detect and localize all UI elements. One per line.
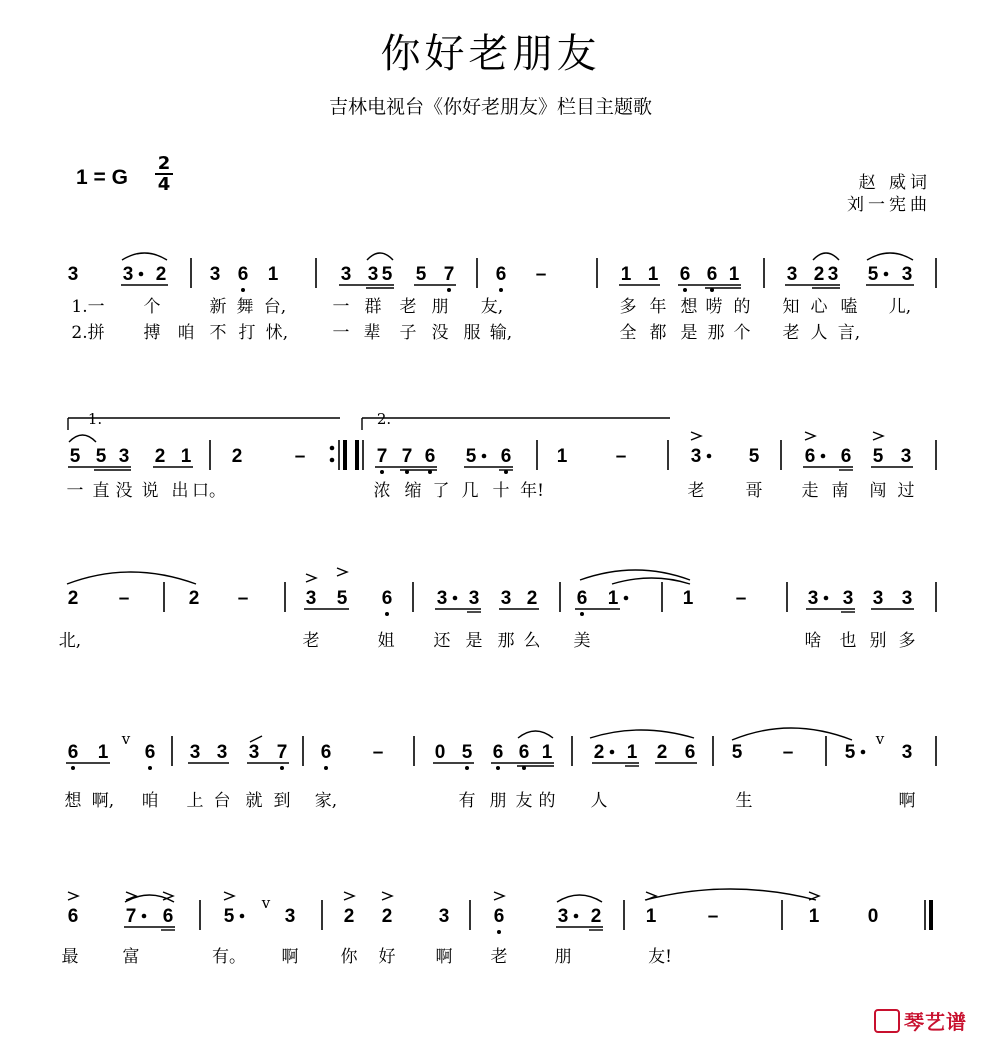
lyric: 啥 <box>804 631 822 651</box>
note: 7 <box>125 906 137 927</box>
lyric-verse-2: 咱 <box>177 323 195 343</box>
note: 6 <box>684 742 696 763</box>
note: 3 <box>122 264 134 285</box>
note: 6 <box>424 446 436 467</box>
lyric: 哥 <box>745 481 763 501</box>
note: 3 <box>842 588 854 609</box>
augmentation-dot <box>453 596 458 601</box>
low-octave-dot <box>148 766 152 770</box>
slur <box>69 435 96 442</box>
tie <box>732 728 852 740</box>
lyric-verse-2: 搏 <box>143 323 161 343</box>
lyric: 过 <box>897 481 915 501</box>
note: – <box>118 588 130 609</box>
lyric-verse-2: 辈 <box>363 323 381 343</box>
lyric: 南 <box>831 481 849 501</box>
note: 3 <box>284 906 296 927</box>
note: 5 <box>381 264 393 285</box>
low-octave-dot <box>71 766 75 770</box>
note: 6 <box>518 742 530 763</box>
note: 6 <box>237 264 249 285</box>
note: 1 <box>682 588 694 609</box>
slur <box>367 253 393 260</box>
repeat-dot <box>330 446 335 451</box>
low-octave-dot <box>499 288 503 292</box>
lyric: 走 <box>801 481 819 501</box>
note: 6 <box>67 906 79 927</box>
lyric: 了 <box>432 481 450 501</box>
note: 6 <box>840 446 852 467</box>
augmentation-dot <box>482 454 487 459</box>
lyric: 说 <box>141 481 159 501</box>
lyric: 直 <box>92 481 110 501</box>
volta-1-label: 1. <box>87 410 103 428</box>
note: 5 <box>867 264 879 285</box>
low-octave-dot <box>447 288 451 292</box>
note: 7 <box>443 264 455 285</box>
low-octave-dot <box>385 612 389 616</box>
lyric-verse-1: 知 <box>782 297 800 317</box>
note: 6 <box>679 264 691 285</box>
lyric-verse-2: 一 <box>332 323 350 343</box>
key-signature: 1 = G <box>76 166 128 189</box>
lyric-verse-1: 舞 <box>236 297 254 317</box>
lyric: 富 <box>122 947 140 967</box>
lyric: 年! <box>520 481 544 501</box>
note: 3 <box>500 588 512 609</box>
lyric: 啊 <box>898 791 916 811</box>
lyric: 是 <box>465 631 483 651</box>
slur <box>122 253 167 260</box>
note: 2 <box>67 588 79 609</box>
lyric: 一 <box>66 481 84 501</box>
lyric-verse-1: 嗑 <box>840 297 858 317</box>
low-octave-dot <box>380 470 384 474</box>
low-octave-dot <box>580 612 584 616</box>
note: 1 <box>267 264 279 285</box>
lyric: 多 <box>898 631 916 651</box>
lyric-verse-1: 唠 <box>705 297 723 317</box>
note: 6 <box>495 264 507 285</box>
low-octave-dot <box>683 288 687 292</box>
augmentation-dot <box>861 750 866 755</box>
note: – <box>294 446 306 467</box>
note: 7 <box>376 446 388 467</box>
note: 6 <box>162 906 174 927</box>
accent-mark <box>306 574 316 582</box>
lyric: 咱 <box>141 791 159 811</box>
lyric: 友 <box>515 791 533 811</box>
augmentation-dot <box>624 596 629 601</box>
lyric-verse-1: 想 <box>680 297 698 317</box>
note: 3 <box>690 446 702 467</box>
augmentation-dot <box>824 596 829 601</box>
note: – <box>782 742 794 763</box>
note: 6 <box>706 264 718 285</box>
accent-mark <box>805 432 815 440</box>
lyric-verse-1: 新 <box>209 297 227 317</box>
lyric: 想 <box>64 791 82 811</box>
note: 1 <box>620 264 632 285</box>
lyric-verse-2: 老 <box>782 323 800 343</box>
note: 3 <box>248 742 260 763</box>
note: 3 <box>468 588 480 609</box>
note: 6 <box>493 906 505 927</box>
note: 3 <box>872 588 884 609</box>
lyric: 台 <box>213 791 231 811</box>
lyric-verse-2: 那 <box>707 323 725 343</box>
lyric: 姐 <box>377 631 395 651</box>
note: – <box>372 742 384 763</box>
lyric-verse-2: 不 <box>209 323 227 343</box>
lyric: 还 <box>433 631 451 651</box>
note: 1 <box>728 264 740 285</box>
note: 3 <box>118 446 130 467</box>
lyric: 出 <box>171 481 189 501</box>
note: 1 <box>607 588 619 609</box>
note: 5 <box>95 446 107 467</box>
note: 2 <box>188 588 200 609</box>
note: 6 <box>67 742 79 763</box>
breath-mark: v <box>261 894 271 912</box>
note: 3 <box>209 264 221 285</box>
note: 6 <box>320 742 332 763</box>
lyric-verse-2: 人 <box>810 323 828 343</box>
lyric-verse-1: 友, <box>480 297 504 317</box>
slur <box>813 253 839 260</box>
lyric: 有。 <box>212 947 246 967</box>
note: 3 <box>216 742 228 763</box>
note: 2 <box>813 264 825 285</box>
note: 2 <box>656 742 668 763</box>
accent-mark <box>494 892 504 900</box>
slur <box>867 253 913 260</box>
note: 3 <box>901 588 913 609</box>
lyric: 美 <box>573 631 591 651</box>
lyric-verse-1: 多 <box>619 297 637 317</box>
lyric: 别 <box>869 631 887 651</box>
note: 3 <box>786 264 798 285</box>
note: 3 <box>340 264 352 285</box>
note: 3 <box>557 906 569 927</box>
time-signature-bottom: 4 <box>157 174 171 195</box>
lyric: 么 <box>523 631 541 651</box>
note: 7 <box>276 742 288 763</box>
lyric-verse-2: 2.拼 <box>71 323 105 343</box>
note: 3 <box>367 264 379 285</box>
note: – <box>237 588 249 609</box>
lyric: 朋 <box>554 947 572 967</box>
lyric: 最 <box>61 947 79 967</box>
note: 6 <box>492 742 504 763</box>
lyric: 啊 <box>281 947 299 967</box>
note: 1 <box>541 742 553 763</box>
lyric: 十 <box>492 481 510 501</box>
note: 3 <box>189 742 201 763</box>
lyric-verse-2: 没 <box>431 323 449 343</box>
lyric: 几 <box>461 481 479 501</box>
note: 3 <box>901 264 913 285</box>
lyricist-credit: 赵 威词 <box>858 173 931 193</box>
lyric-verse-1: 一 <box>332 297 350 317</box>
augmentation-dot <box>139 272 144 277</box>
note: 3 <box>436 588 448 609</box>
lyric-verse-1: 老 <box>399 297 417 317</box>
lyric: 闯 <box>869 481 887 501</box>
composer-credit: 刘一宪曲 <box>847 195 931 215</box>
low-octave-dot <box>280 766 284 770</box>
note: – <box>707 906 719 927</box>
note: 1 <box>556 446 568 467</box>
lyric-verse-1: 儿, <box>888 297 912 317</box>
lyric: 啊, <box>91 791 115 811</box>
note: 1 <box>97 742 109 763</box>
lyric-verse-1: 朋 <box>431 297 449 317</box>
lyric-verse-1: 年 <box>649 297 667 317</box>
lyric: 浓 <box>373 481 391 501</box>
note: 5 <box>872 446 884 467</box>
lyric-verse-2: 打 <box>238 323 256 343</box>
lyric-verse-2: 怵, <box>265 323 289 343</box>
accent-mark <box>691 432 701 440</box>
note: 5 <box>336 588 348 609</box>
note: 1 <box>808 906 820 927</box>
lyric: 友! <box>648 947 672 967</box>
note: 5 <box>415 264 427 285</box>
accent-mark <box>344 892 354 900</box>
lyric: 啊 <box>435 947 453 967</box>
note: 5 <box>461 742 473 763</box>
note: 2 <box>526 588 538 609</box>
augmentation-dot <box>610 750 615 755</box>
accent-mark <box>224 892 234 900</box>
lyric-verse-2: 全 <box>619 323 637 343</box>
tie <box>612 578 690 584</box>
note: 3 <box>900 446 912 467</box>
note: 5 <box>465 446 477 467</box>
note: 6 <box>144 742 156 763</box>
note: 5 <box>69 446 81 467</box>
lyric-verse-1: 1.一 <box>71 297 105 317</box>
note: 6 <box>576 588 588 609</box>
accent-mark <box>382 892 392 900</box>
note: 1 <box>180 446 192 467</box>
low-octave-dot <box>496 766 500 770</box>
lyric-verse-2: 输, <box>489 323 513 343</box>
low-octave-dot <box>241 288 245 292</box>
low-octave-dot <box>324 766 328 770</box>
note: 3 <box>807 588 819 609</box>
note: – <box>535 264 547 285</box>
lyric-verse-1: 个 <box>143 297 161 317</box>
note: 3 <box>67 264 79 285</box>
lyric: 口。 <box>192 481 226 501</box>
lyric-verse-2: 服 <box>463 323 481 343</box>
note: 0 <box>434 742 446 763</box>
low-octave-dot <box>497 930 501 934</box>
tie <box>67 572 196 584</box>
note: 2 <box>231 446 243 467</box>
note: 3 <box>901 742 913 763</box>
lyric: 没 <box>115 481 133 501</box>
lyric: 到 <box>273 791 291 811</box>
accent-mark <box>873 432 883 440</box>
lyric-verse-2: 个 <box>733 323 751 343</box>
note: 2 <box>155 264 167 285</box>
lyric: 上 <box>186 791 204 811</box>
watermark-logo-icon <box>874 1009 900 1033</box>
note: 3 <box>305 588 317 609</box>
note: 7 <box>401 446 413 467</box>
augmentation-dot <box>240 914 245 919</box>
note: 1 <box>645 906 657 927</box>
lyric-verse-2: 子 <box>399 323 417 343</box>
lyric-verse-1: 的 <box>733 297 751 317</box>
lyric: 老 <box>490 947 508 967</box>
note: 5 <box>731 742 743 763</box>
note: 2 <box>590 906 602 927</box>
note: 5 <box>748 446 760 467</box>
augmentation-dot <box>707 454 712 459</box>
note: 5 <box>844 742 856 763</box>
note: 2 <box>593 742 605 763</box>
repeat-dot <box>330 458 335 463</box>
lyric: 就 <box>245 791 263 811</box>
slur <box>590 730 694 738</box>
augmentation-dot <box>884 272 889 277</box>
lyric-verse-2: 是 <box>680 323 698 343</box>
note: 0 <box>867 906 879 927</box>
watermark: 琴艺谱 <box>874 1006 967 1035</box>
note: 6 <box>500 446 512 467</box>
lyric-verse-2: 都 <box>649 323 667 343</box>
note: 1 <box>647 264 659 285</box>
note: 1 <box>626 742 638 763</box>
note: 2 <box>343 906 355 927</box>
lyric: 生 <box>735 791 753 811</box>
lyric: 那 <box>497 631 515 651</box>
breath-mark: v <box>121 730 131 748</box>
tie <box>645 889 816 900</box>
lyric-verse-1: 群 <box>364 297 382 317</box>
volta-2-label: 2. <box>376 410 392 428</box>
lyric-verse-1: 台, <box>263 297 287 317</box>
augmentation-dot <box>142 914 147 919</box>
song-title: 你好老朋友 <box>380 31 601 77</box>
note: 6 <box>381 588 393 609</box>
low-octave-dot <box>465 766 469 770</box>
time-signature-top: 2 <box>157 153 171 174</box>
lyric: 好 <box>378 947 396 967</box>
note: 3 <box>827 264 839 285</box>
accent-mark <box>68 892 78 900</box>
lyric: 北, <box>58 631 82 651</box>
slur <box>518 731 553 738</box>
note: – <box>735 588 747 609</box>
lyric: 老 <box>687 481 705 501</box>
note: 5 <box>223 906 235 927</box>
slur <box>557 895 602 902</box>
note: 3 <box>438 906 450 927</box>
augmentation-dot <box>821 454 826 459</box>
lyric: 缩 <box>404 481 422 501</box>
lyric: 老 <box>302 631 320 651</box>
lyric: 的 <box>538 791 556 811</box>
note: 2 <box>381 906 393 927</box>
note: 2 <box>154 446 166 467</box>
lyric-verse-1: 心 <box>810 297 828 317</box>
accent-mark <box>337 568 347 576</box>
augmentation-dot <box>574 914 579 919</box>
lyric-verse-2: 言, <box>837 323 861 343</box>
lyric: 有 <box>458 791 476 811</box>
lyric: 人 <box>590 791 608 811</box>
lyric: 家, <box>314 791 338 811</box>
breath-mark: v <box>875 730 885 748</box>
lyric: 朋 <box>489 791 507 811</box>
note: 6 <box>804 446 816 467</box>
lyric: 也 <box>839 631 857 651</box>
song-subtitle: 吉林电视台《你好老朋友》栏目主题歌 <box>328 96 652 118</box>
lyric: 你 <box>340 947 358 967</box>
note: – <box>615 446 627 467</box>
